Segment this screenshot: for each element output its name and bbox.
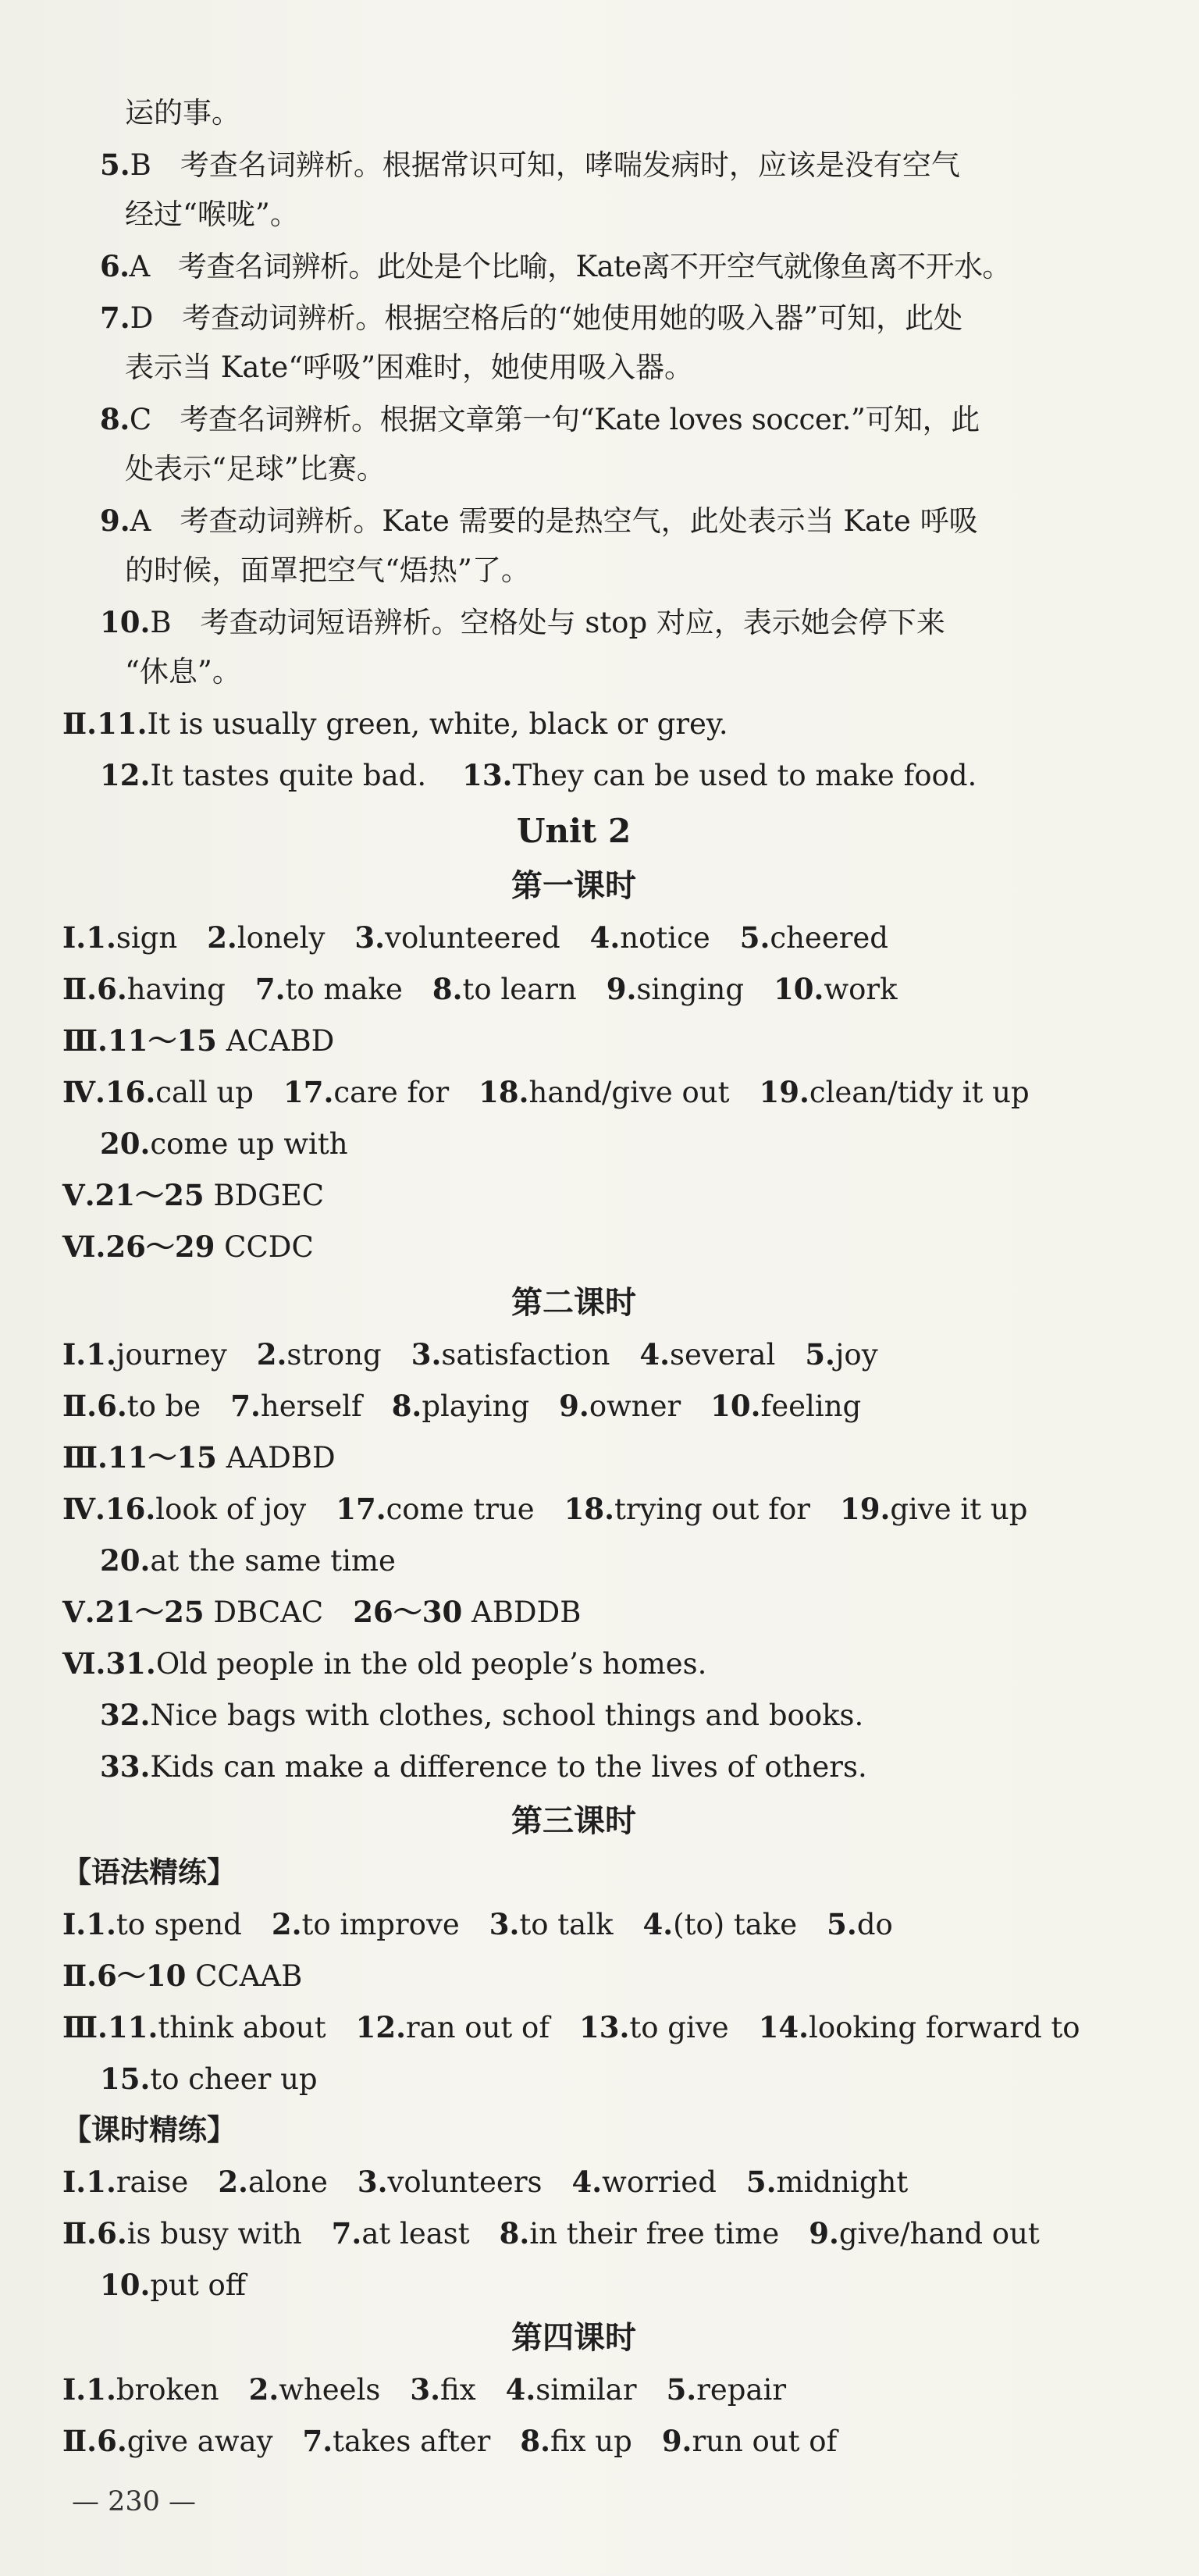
answer-text: wheels <box>279 2373 381 2407</box>
answer-row <box>100 2058 318 2101</box>
answer-text: journey <box>116 1338 227 1372</box>
answer-text: BDGEC <box>204 1179 325 1212</box>
answer-row <box>100 1694 863 1737</box>
answer-number: 5. <box>805 1337 835 1372</box>
explanation-line: 运的事。 <box>125 96 240 130</box>
answer-text: to learn <box>462 973 577 1006</box>
answer-row <box>100 1123 348 1165</box>
answer-text: worried <box>602 2165 717 2199</box>
answer-row <box>62 1071 1030 1114</box>
answer-number: 11～15 <box>107 1023 217 1058</box>
answer-8: 8.C 考查名词辨析。根据文章第一句“Kate loves soccer.”可知，此 <box>100 402 980 436</box>
answer-number: 20. <box>100 1126 151 1161</box>
answer-text: do <box>856 1908 893 1941</box>
answer-text: run out of <box>692 2425 838 2458</box>
answer-text: satisfaction <box>441 1338 610 1372</box>
answer-number: 21～25 <box>94 1178 205 1212</box>
answer-row <box>62 2006 1080 2049</box>
section-label: Ⅲ. <box>62 2010 108 2044</box>
answer-text: put off <box>150 2268 247 2302</box>
answer-10: 10.B 考查动词短语辨析。空格处与 stop 对应，表示她会停下来 <box>100 605 945 639</box>
answer-text: look of joy <box>155 1493 307 1526</box>
section-label: Ⅴ. <box>62 1595 95 1629</box>
answer-row <box>62 1174 324 1217</box>
section-label: Ⅲ. <box>62 1440 108 1475</box>
answer-text: to be <box>126 1389 201 1423</box>
answer-number: 16. <box>105 1492 156 1526</box>
section-label: Ⅰ. <box>62 2372 87 2407</box>
answer-text: volunteers <box>387 2165 543 2199</box>
answer-text: give away <box>126 2425 273 2458</box>
answer-number: 3. <box>489 1907 520 1941</box>
answer-number: 8. <box>520 2424 550 2458</box>
answer-text: come true <box>386 1493 535 1526</box>
answer-7: 7.D 考查动词辨析。根据空格后的“她使用她的吸入器”可知，此处 <box>100 301 963 335</box>
section-title-practice: 【课时精练】 <box>62 2113 236 2147</box>
answer-text: to cheer up <box>150 2062 318 2096</box>
answer-number: 1. <box>86 920 116 955</box>
answer-number: 21～25 <box>94 1595 205 1629</box>
answer-number: 20. <box>100 1543 151 1578</box>
answer-text: ran out of <box>405 2011 550 2044</box>
answer-text: work <box>824 973 898 1006</box>
answer-row <box>62 2368 786 2411</box>
answer-5-cont: 经过“喉咙”。 <box>125 197 299 231</box>
answer-text: volunteered <box>385 921 560 955</box>
answer-number: 17. <box>283 1075 334 1109</box>
answer-text: to make <box>285 973 403 1006</box>
answer-text: (to) take <box>673 1908 798 1941</box>
section-label: Ⅳ. <box>62 1492 105 1526</box>
answer-number: 2. <box>271 1907 302 1941</box>
answer-number: 5. <box>666 2372 697 2407</box>
answer-number: 1. <box>86 1337 116 1372</box>
answer-number: 32. <box>100 1698 151 1732</box>
section-label: Ⅵ. <box>62 1646 106 1681</box>
answer-row <box>62 2161 908 2204</box>
answer-text: similar <box>535 2373 637 2407</box>
answer-number: 3. <box>411 1337 442 1372</box>
answer-number: 6. <box>97 972 127 1006</box>
answer-text: give/hand out <box>838 2217 1040 2250</box>
answer-number: 8. <box>432 972 463 1006</box>
answer-text: singing <box>636 973 745 1006</box>
answer-number: 4. <box>589 920 621 955</box>
answer-number: 7. <box>331 2216 362 2250</box>
answer-row <box>62 968 898 1011</box>
answer-text: alone <box>247 2165 328 2199</box>
answer-text: come up with <box>150 1127 348 1161</box>
section-label: Ⅱ. <box>62 972 98 1006</box>
answer-number: 26～29 <box>105 1229 215 1264</box>
section-label: Ⅴ. <box>62 1178 95 1212</box>
answer-number: 13. <box>579 2010 630 2044</box>
answer-text: lonely <box>237 921 326 955</box>
answer-number: 4. <box>639 1337 671 1372</box>
answer-text: joy <box>834 1338 878 1372</box>
section-label: Ⅱ. <box>62 2216 98 2250</box>
answer-number: 5. <box>745 2165 777 2199</box>
answer-text: to improve <box>301 1908 460 1941</box>
lesson-heading: 第三课时 <box>511 1803 636 1839</box>
answer-number: 17. <box>336 1492 386 1526</box>
answer-text: to give <box>629 2011 729 2044</box>
answer-text: midnight <box>776 2165 909 2199</box>
answer-text: care for <box>333 1076 450 1109</box>
answer-number: 2. <box>256 1337 287 1372</box>
answer-text: notice <box>620 921 710 955</box>
answer-number: 3. <box>357 2165 388 2199</box>
answer-row <box>62 1955 302 1998</box>
answer-row <box>62 1226 314 1268</box>
answer-text: Old people in the old people’s homes. <box>155 1647 707 1681</box>
answer-number: 9. <box>809 2216 839 2250</box>
answer-number: 4. <box>642 1907 674 1941</box>
answer-number: 11. <box>107 2010 158 2044</box>
answer-text: repair <box>696 2373 787 2407</box>
answer-number: 1. <box>86 1907 116 1941</box>
answer-text: DBCAC <box>204 1596 324 1629</box>
answer-number: 4. <box>505 2372 536 2407</box>
answer-text: CCDC <box>215 1230 314 1264</box>
answer-text: think about <box>158 2011 326 2044</box>
answer-text: fix <box>440 2373 476 2407</box>
lesson-heading: 第一课时 <box>511 868 636 904</box>
answer-text: Kids can make a difference to the lives of others. <box>150 1750 867 1784</box>
answer-row <box>62 2212 1040 2255</box>
answer-number: 16. <box>105 1075 156 1109</box>
answer-text: in their free time <box>529 2217 780 2250</box>
section-label: Ⅰ. <box>62 920 87 955</box>
answer-text: ABDDB <box>462 1596 582 1629</box>
answer-number: 11～15 <box>107 1440 217 1475</box>
lesson-heading: 第二课时 <box>511 1285 636 1321</box>
page-number: — 230 — <box>72 2486 197 2517</box>
answer-text: feeling <box>760 1389 862 1423</box>
answer-10-cont: “休息”。 <box>125 655 241 688</box>
answer-6: 6.A 考查名词辨析。此处是个比喻，Kate离不开空气就像鱼离不开水。 <box>100 249 1011 283</box>
answer-number: 6～10 <box>97 1959 187 1993</box>
answer-row <box>62 1385 861 1428</box>
answer-9: 9.A 考查动词辨析。Kate 需要的是热空气，此处表示当 Kate 呼吸 <box>100 503 978 538</box>
answer-number: 12. <box>355 2010 406 2044</box>
unit-title: Unit 2 <box>516 812 632 850</box>
answer-text: at least <box>361 2217 470 2250</box>
answer-row <box>62 1488 1027 1531</box>
answer-number: 8. <box>391 1389 422 1423</box>
section-title-grammar: 【语法精练】 <box>62 1856 236 1889</box>
answer-row <box>100 2264 246 2307</box>
answer-number: 14. <box>758 2010 809 2044</box>
section-label: Ⅰ. <box>62 1907 87 1941</box>
answer-text: having <box>126 973 226 1006</box>
answer-7-cont: 表示当 Kate“呼吸”困难时，她使用吸入器。 <box>125 350 694 384</box>
answer-number: 6. <box>97 1389 127 1423</box>
answer-text: raise <box>116 2165 189 2199</box>
answer-row <box>62 1642 706 1685</box>
answer-text: cheered <box>770 921 888 955</box>
answer-text: at the same time <box>150 1544 396 1578</box>
answer-number: 19. <box>759 1075 809 1109</box>
answer-text: clean/tidy it up <box>809 1076 1030 1109</box>
answer-number: 8. <box>499 2216 530 2250</box>
answer-number: 3. <box>354 920 386 955</box>
answer-text: fix up <box>550 2425 632 2458</box>
answer-row <box>62 1333 878 1376</box>
answer-number: 7. <box>254 972 286 1006</box>
answer-9-cont: 的时候，面罩把空气“焐热”了。 <box>125 553 530 587</box>
answer-number: 10. <box>100 2268 151 2302</box>
answer-number: 1. <box>86 2372 116 2407</box>
section-label: Ⅰ. <box>62 2165 87 2199</box>
answer-8-cont: 处表示“足球”比赛。 <box>125 452 386 486</box>
answer-number: 10. <box>710 1389 761 1423</box>
section-label: Ⅲ. <box>62 1023 108 1058</box>
answer-number: 6. <box>97 2424 127 2458</box>
answer-row <box>100 1539 396 1582</box>
answer-text: give it up <box>890 1493 1028 1526</box>
answer-text: is busy with <box>126 2217 302 2250</box>
answer-text: trying out for <box>614 1493 810 1526</box>
section-label: Ⅵ. <box>62 1229 106 1264</box>
section-label: Ⅱ. <box>62 1959 98 1993</box>
section-label: Ⅱ. <box>62 2424 98 2458</box>
answer-row <box>62 916 888 959</box>
answer-text: strong <box>286 1338 382 1372</box>
answer-text: Nice bags with clothes, school things and books. <box>150 1699 864 1732</box>
section-label: Ⅱ. <box>62 1389 98 1423</box>
answer-text: call up <box>155 1076 254 1109</box>
answer-5: 5.B 考查名词辨析。根据常识可知，哮喘发病时，应该是没有空气 <box>100 148 960 182</box>
answer-number: 9. <box>559 1389 589 1423</box>
answer-number: 10. <box>774 972 824 1006</box>
answer-number: 18. <box>479 1075 529 1109</box>
answer-number: 26～30 <box>353 1595 463 1629</box>
answer-number: 3. <box>410 2372 441 2407</box>
answer-row <box>62 1591 581 1634</box>
answer-number: 33. <box>100 1749 151 1784</box>
answer-number: 1. <box>86 2165 116 2199</box>
answer-number: 2. <box>207 920 237 955</box>
answer-text: playing <box>422 1389 530 1423</box>
answer-text: herself <box>260 1389 362 1423</box>
answer-row <box>62 1436 336 1479</box>
answer-number: 4. <box>571 2165 603 2199</box>
answer-number: 9. <box>606 972 637 1006</box>
answer-text: looking forward to <box>809 2011 1080 2044</box>
answer-row <box>62 2420 837 2463</box>
answer-number: 7. <box>230 1389 261 1423</box>
answer-number: 31. <box>105 1646 156 1681</box>
answer-11: Ⅱ.11.It is usually green, white, black or grey. <box>62 706 728 741</box>
answer-number: 5. <box>827 1907 857 1941</box>
answer-text: to spend <box>116 1908 242 1941</box>
answer-row <box>100 1745 867 1788</box>
answer-number: 9. <box>661 2424 692 2458</box>
answer-text: ACABD <box>216 1024 335 1058</box>
answer-row <box>62 1019 334 1062</box>
answer-number: 15. <box>100 2062 151 2096</box>
section-label: Ⅰ. <box>62 1337 87 1372</box>
answer-text: AADBD <box>216 1441 336 1475</box>
answer-text: hand/give out <box>528 1076 730 1109</box>
answer-12-13: 12.It tastes quite bad. 13.They can be used to make food. <box>100 758 977 792</box>
answer-text: several <box>670 1338 776 1372</box>
answer-number: 2. <box>248 2372 279 2407</box>
answer-number: 5. <box>739 920 770 955</box>
answer-number: 18. <box>564 1492 614 1526</box>
answer-text: takes after <box>333 2425 491 2458</box>
section-label: Ⅳ. <box>62 1075 105 1109</box>
answer-number: 19. <box>839 1492 891 1526</box>
answer-row <box>62 1903 893 1946</box>
answer-number: 6. <box>97 2216 127 2250</box>
answer-number: 7. <box>302 2424 333 2458</box>
answer-text: broken <box>116 2373 219 2407</box>
answer-text: sign <box>116 921 178 955</box>
lesson-heading: 第四课时 <box>511 2320 636 2356</box>
answer-text: to talk <box>519 1908 614 1941</box>
answer-text: CCAAB <box>186 1959 303 1993</box>
answer-number: 2. <box>218 2165 248 2199</box>
answer-text: owner <box>589 1389 681 1423</box>
